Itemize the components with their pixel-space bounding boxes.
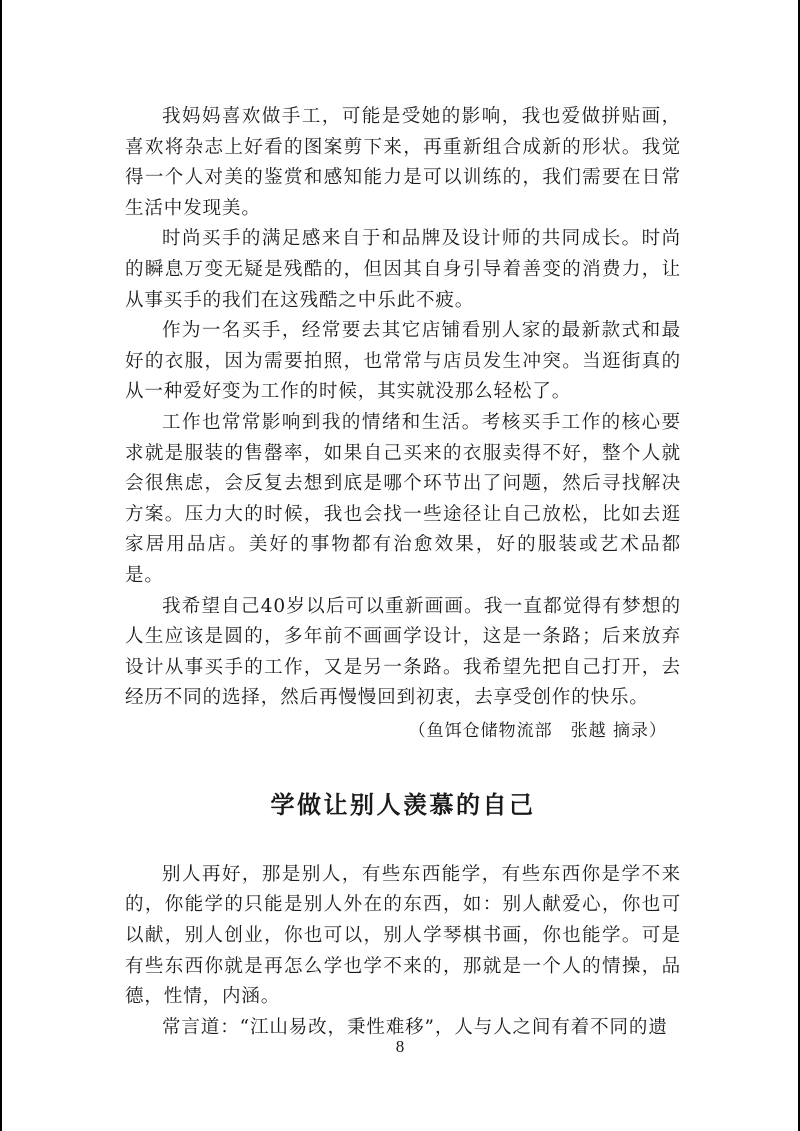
paragraph: 工作也常常影响到我的情绪和生活。考核买手工作的核心要求就是服装的售罄率，如果自己买来的衣服卖得不好，整个人就会很焦虑，会反复去想到底是哪个环节出了问题，然后寻找解决方案。压力大的时候，我也会找一些途径让自己放松，比如去逛家居用品店。美好的事物都有治愈效果，好的服装或艺术品都是。 — [125, 411, 681, 586]
paragraph: 我希望自己40岁以后可以重新画画。我一直都觉得有梦想的人生应该是圆的，多年前不画画学设计，这是一条路；后来放弃设计从事买手的工作，又是另一条路。我希望先把自己打开，去经历不同的选择，然后再慢慢回到初衷，去享受创作的快乐。 — [125, 595, 681, 709]
article-title: 学做让别人羡慕的自己 — [270, 789, 536, 819]
page-content — [125, 102, 681, 1043]
paragraph: 作为一名买手，经常要去其它店铺看别人家的最新款式和最好的衣服，因为需要拍照，也常常与店员发生冲突。当逛街真的从一种爱好变为工作的时候，其实就没那么轻松了。 — [125, 320, 681, 403]
page-number: 8 — [395, 1037, 405, 1056]
attribution-credit: （鱼饵仓储物流部 张越 摘录） — [408, 720, 667, 741]
paragraph: 常言道：“江山易改，秉性难移”，人与人之间有着不同的遗 — [162, 1016, 668, 1038]
paragraph: 我妈妈喜欢做手工，可能是受她的影响，我也爱做拼贴画，喜欢将杂志上好看的图案剪下来，再重新组合成新的形状。我觉得一个人对美的鉴赏和感知能力是可以训练的，我们需要在日常生活中发现美。 — [125, 106, 681, 219]
paragraph: 时尚买手的满足感来自于和品牌及设计师的共同成长。时尚的瞬息万变无疑是残酷的，但因其自身引导着善变的消费力，让从事买手的我们在这残酷之中乐此不疲。 — [125, 228, 681, 311]
paragraph: 别人再好，那是别人，有些东西能学，有些东西你是学不来的，你能学的只能是别人外在的东西，如：别人献爱心，你也可以献，别人创业，你也可以，别人学琴棋书画，你也能学。可是有些东西你就是再怎么学也学不来的，那就是一个人的情操，品德，性情，内涵。 — [125, 863, 681, 1008]
